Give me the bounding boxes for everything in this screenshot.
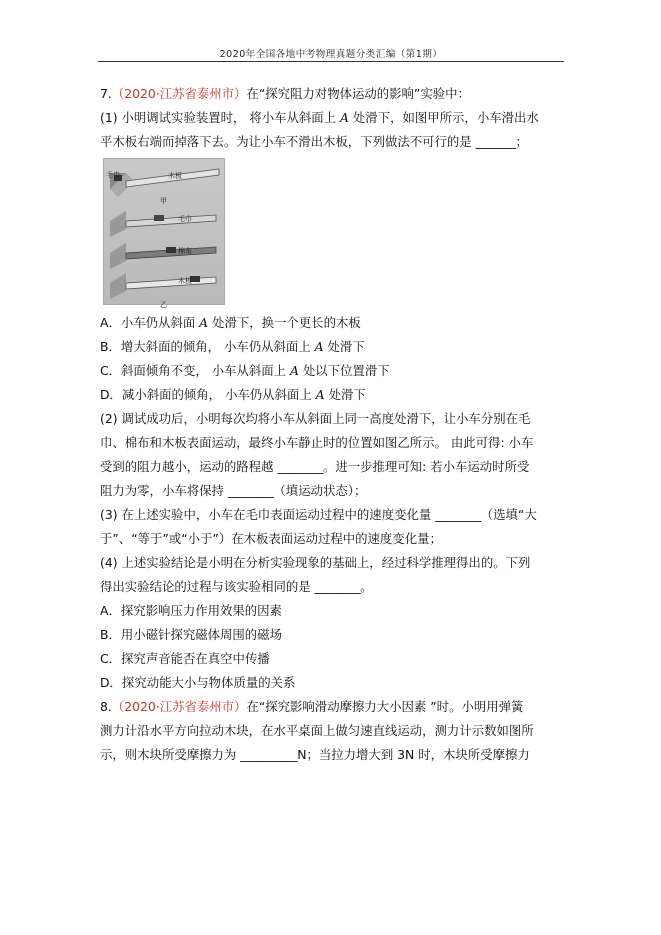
q7-option-c[interactable]	[100, 359, 566, 383]
text: B．增大斜面的倾角， 小车仍从斜面上	[100, 339, 315, 354]
q7-number: 7.	[100, 86, 112, 101]
incline-diagram	[104, 159, 224, 304]
q7-part3-line1	[100, 503, 566, 527]
text: 。	[360, 579, 373, 594]
experiment-figure	[103, 158, 225, 309]
point-a: A	[315, 387, 325, 402]
answer-blank[interactable]: _______	[475, 134, 516, 149]
q7-title	[100, 82, 566, 106]
q7-part4-option-b[interactable]: B．用小磁针探究磁体周围的磁场	[100, 627, 282, 642]
q7-part1-line2	[100, 130, 566, 154]
q7-part2-line2: 巾、棉布和木板表面运动，最终小车静止时的位置如图乙所示。 由此可得: 小车	[100, 435, 534, 450]
answer-blank[interactable]: ________	[314, 579, 361, 594]
text: 得出实验结论的过程与该实验相同的是	[100, 579, 315, 594]
figure-label: 毛巾	[106, 171, 120, 179]
q7-option-a[interactable]	[100, 311, 566, 335]
point-a: A	[199, 315, 209, 330]
q8-title	[100, 695, 566, 719]
q7-source: （2020·江苏省泰州市）	[111, 86, 247, 101]
q7-part4-line1: (4) 上述实验结论是小明在分析实验现象的基础上，经过科学推理得出的。下列	[100, 555, 531, 570]
q7-part1-line1	[100, 106, 566, 130]
figure-label-yi: 乙	[160, 301, 167, 309]
q7-part4-option-a[interactable]: A．探究影响压力作用效果的因素	[100, 603, 282, 618]
figure-label: 木板	[178, 277, 192, 285]
figure-label: 毛巾	[178, 215, 192, 223]
answer-blank[interactable]: ________	[277, 459, 323, 474]
document-body	[100, 82, 566, 767]
text: C．斜面倾角不变， 小车从斜面上	[100, 363, 290, 378]
text: 处滑下，如图甲所示，小车滑出水	[348, 110, 539, 125]
text: 处滑下，换一个更长的木板	[208, 315, 361, 330]
text: 处滑下	[324, 387, 366, 402]
text: ；	[515, 134, 528, 149]
q8-line3	[100, 743, 566, 767]
text: （选填“大	[480, 507, 537, 522]
text: 处以下位置滑下	[298, 363, 390, 378]
text: 在“探究影响滑动摩擦力大小因素 ”时。小明用弹簧	[246, 699, 524, 714]
q7-stem: 在“探究阻力对物体运动的影响”实验中：	[246, 86, 470, 101]
answer-blank[interactable]: __________	[240, 747, 298, 762]
text: 受到的阻力越小，运动的路程越	[100, 459, 278, 474]
q7-part4-line2	[100, 575, 566, 599]
text: (3) 在上述实验中，小车在毛巾表面运动过程中的速度变化量	[100, 507, 436, 522]
text: D．减小斜面的倾角， 小车仍从斜面上	[100, 387, 316, 402]
q8-source: （2020·江苏省泰州市）	[111, 699, 247, 714]
text: 平木板右端而掉落下去。为让小车不滑出木板，下列做法不可行的是	[100, 134, 476, 149]
figure-label: 棉布	[178, 247, 192, 255]
text: 。进一步推理可知: 若小车运动时所受	[322, 459, 530, 474]
q7-part4-option-d[interactable]: D．探究动能大小与物体质量的关系	[100, 675, 296, 690]
answer-blank[interactable]: ________	[227, 483, 274, 498]
figure-label-jia: 甲	[160, 197, 167, 205]
text: 阻力为零，小车将保持	[100, 483, 228, 498]
header-rule	[98, 61, 564, 62]
text: （填运动状态）；	[273, 483, 367, 498]
q7-option-d[interactable]	[100, 383, 566, 407]
q8-number: 8.	[100, 699, 112, 714]
page-header: 2020年全国各地中考物理真题分类汇编（第1期）	[219, 49, 443, 60]
text: (1) 小明调试实验装置时， 将小车从斜面上	[100, 110, 341, 125]
q8-line2: 测力计沿水平方向拉动木块，在水平桌面上做匀速直线运动，测力计示数如图所	[100, 723, 534, 738]
q7-part2-line4	[100, 479, 566, 503]
text: 示，则木块所受摩擦力为	[100, 747, 241, 762]
q7-option-b[interactable]	[100, 335, 566, 359]
q7-part2-line3	[100, 455, 566, 479]
text: 处滑下	[323, 339, 365, 354]
point-a: A	[290, 363, 299, 378]
point-a: A	[314, 339, 324, 354]
q7-part3-line2: 于”、“等于”或“小于”）在木板表面运动过程中的速度变化量；	[100, 531, 442, 546]
answer-blank[interactable]: ________	[435, 507, 481, 522]
q7-part2-line1: (2) 调试成功后，小明每次均将小车从斜面上同一高度处滑下，让小车分别在毛	[100, 411, 531, 426]
text: A．小车仍从斜面	[100, 315, 200, 330]
text: N；当拉力增大到 3N 时，木块所受摩擦力	[297, 747, 530, 762]
point-a: A	[340, 110, 349, 125]
q7-part4-option-c[interactable]: C．探究声音能否在真空中传播	[100, 651, 270, 666]
figure-label: 木板	[168, 172, 182, 180]
